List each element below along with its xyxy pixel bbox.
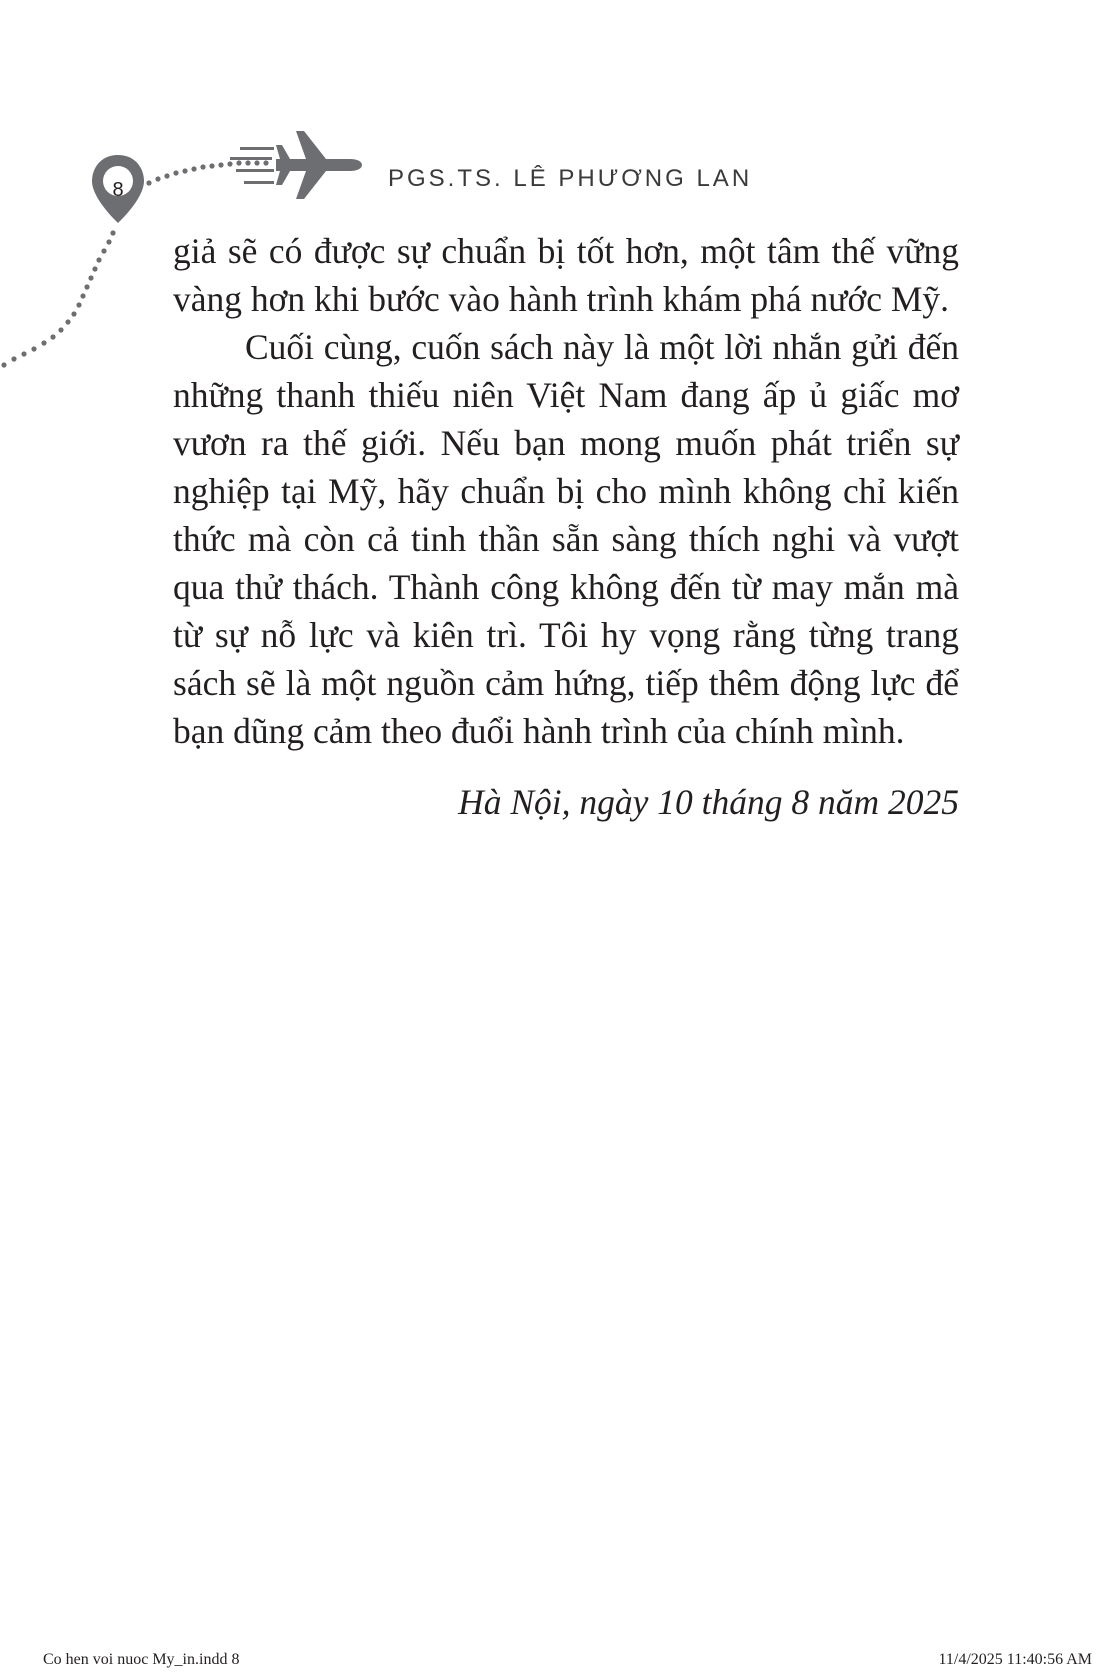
print-slug-filename: Co hen voi nuoc My_in.indd 8 [43,1651,240,1668]
print-slug-timestamp: 11/4/2025 11:40:56 AM [938,1651,1092,1668]
paragraph-continued: giả sẽ có được sự chuẩn bị tốt hơn, một tâm thế vững vàng hơn khi bước vào hành trình khám phá nước Mỹ. [173,231,959,319]
running-head: PGS.TS. LÊ PHƯƠNG LAN [388,165,753,192]
body-text [173,227,959,755]
paragraph-closing: Cuối cùng, cuốn sách này là một lời nhắn gửi đến những thanh thiếu niên Việt Nam đang ấp ủ giấc mơ vươn ra thế giới. Nếu bạn mong muốn phát triển sự nghiệp tại Mỹ, hãy chuẩn bị cho mình không chỉ kiến thức mà còn cả tinh thần sẵn sàng thích nghi và vượt qua thử thách. Thành công không đến từ may mắn mà từ sự nỗ lực và kiên trì. Tôi hy vọng rằng từng trang sách sẽ là một nguồn cảm hứng, tiếp thêm động lực để bạn dũng cảm theo đuổi hành trình của chính mình. [173,327,959,751]
page-number: 8 [112,179,124,201]
signoff-place-date: Hà Nội, ngày 10 tháng 8 năm 2025 [458,782,959,822]
airplane-icon [230,131,362,199]
